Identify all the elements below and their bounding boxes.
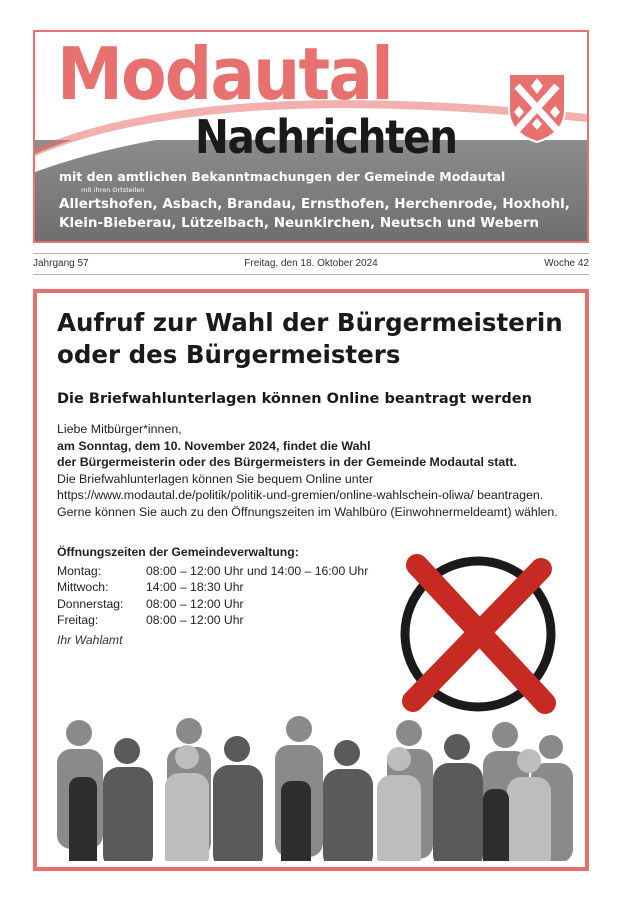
masthead-title-nachrichten: Nachrichten xyxy=(195,110,457,164)
election-date-line: am Sonntag, dem 10. November 2024, findet die Wahl xyxy=(57,438,371,453)
hours-time: 08:00 – 12:00 Uhr xyxy=(146,613,244,627)
opening-hours-title: Öffnungszeiten der Gemeindeverwaltung: xyxy=(57,545,299,559)
postal-vote-text: Die Briefwahlunterlagen können Sie bequem Online unter xyxy=(57,471,374,486)
issue-info-line xyxy=(33,253,589,275)
masthead-villages: Allertshofen, Asbach, Brandau, Ernsthofen, Herchenrode, Hoxhohl, Klein-Bieberau, Lützelbach, Neunkirchen, Neutsch und Webern xyxy=(59,196,570,231)
hours-day: Freitag: xyxy=(57,613,99,627)
issue-volume: Jahrgang 57 xyxy=(33,258,89,269)
opening-hours xyxy=(57,544,387,629)
hours-time: 08:00 – 12:00 Uhr und 14:00 – 16:00 Uhr xyxy=(146,563,369,578)
hours-row xyxy=(57,596,387,613)
hours-day: Montag: xyxy=(57,563,102,578)
election-subject-line: der Bürgermeisterin oder des Bürgermeisters in der Gemeinde Modautal statt. xyxy=(57,455,517,469)
masthead-small-note: mit ihren Ortsteilen xyxy=(81,186,145,194)
ballot-cross-icon xyxy=(395,551,561,717)
masthead xyxy=(33,30,589,243)
postal-vote-link[interactable]: https://www.modautal.de/politik/politik-und-gremien/online-wahlschein-oliwa/ beantragen. xyxy=(57,488,544,502)
hours-row xyxy=(57,579,387,596)
hours-day: Mittwoch: xyxy=(57,580,109,594)
signature: Ihr Wahlamt xyxy=(57,633,123,647)
hours-day: Donnerstag: xyxy=(57,596,124,611)
hours-time: 08:00 – 12:00 Uhr xyxy=(146,596,244,611)
article-subheadline: Die Briefwahlunterlagen können Online beantragt werden xyxy=(57,391,532,407)
issue-week: Woche 42 xyxy=(544,258,589,269)
hours-row xyxy=(57,612,387,629)
issue-date: Freitag, den 18. Oktober 2024 xyxy=(244,258,378,269)
election-notice-article xyxy=(33,289,589,871)
masthead-title-modautal: Modautal xyxy=(57,32,393,116)
greeting: Liebe Mitbürger*innen, xyxy=(57,422,182,436)
article-headline: Aufruf zur Wahl der Bürgermeisterin oder des Bürgermeisters xyxy=(57,308,563,369)
people-group-illustration xyxy=(37,711,585,871)
hours-row xyxy=(57,563,387,580)
hours-time: 14:00 – 18:30 Uhr xyxy=(146,580,244,594)
election-office-text: Gerne können Sie auch zu den Öffnungszeiten im Wahlbüro (Einwohnermeldeamt) wählen. xyxy=(57,504,558,519)
masthead-subtitle: mit den amtlichen Bekanntmachungen der Gemeinde Modautal xyxy=(59,169,506,184)
article-body xyxy=(57,421,582,520)
municipal-crest-icon xyxy=(505,72,569,144)
